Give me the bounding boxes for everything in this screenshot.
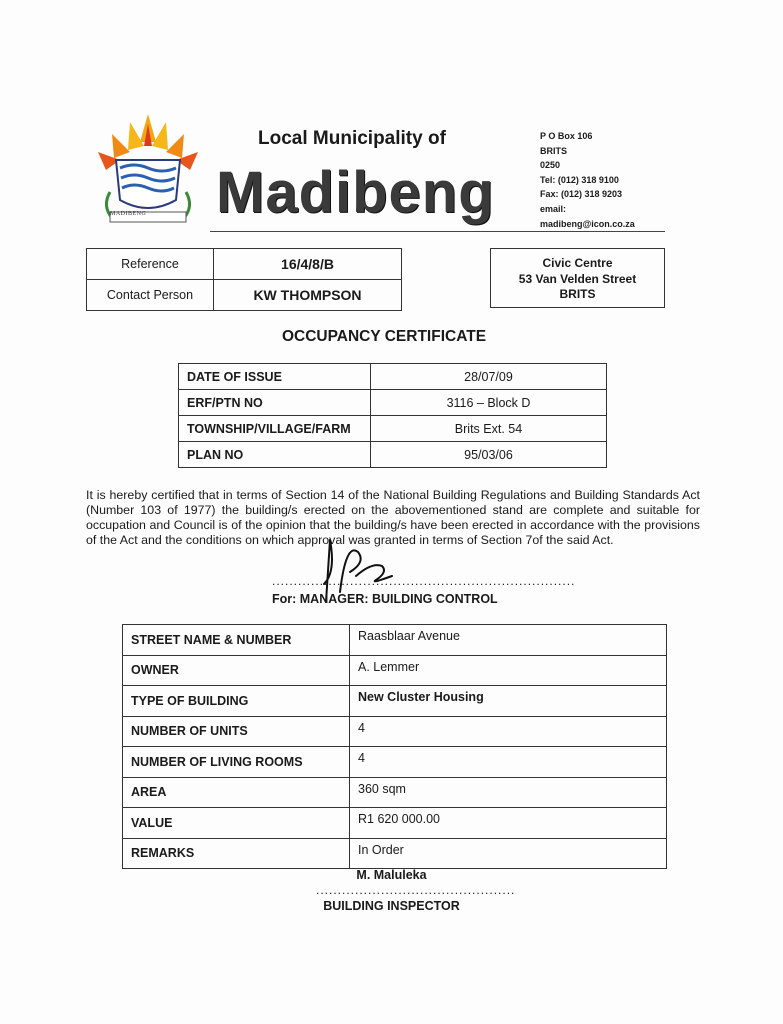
logo-motto: MADIBENG [110, 211, 147, 217]
value-label: VALUE [123, 808, 350, 839]
reference-table [86, 248, 402, 311]
civic-line: BRITS [559, 287, 596, 301]
value-amount: R1 620 000.00 [350, 808, 667, 839]
contact-address-block [540, 129, 635, 231]
contact-person-value: KW THOMPSON [214, 280, 402, 311]
civic-line: Civic Centre [542, 256, 613, 270]
inspector-title: BUILDING INSPECTOR [323, 899, 460, 913]
area-label: AREA [123, 777, 350, 808]
building-type-label: TYPE OF BUILDING [123, 686, 350, 717]
units-label: NUMBER OF UNITS [123, 716, 350, 747]
table-row [179, 364, 607, 390]
living-rooms-label: NUMBER OF LIVING ROOMS [123, 747, 350, 778]
reference-label: Reference [87, 249, 214, 280]
address-line: 0250 [540, 160, 561, 171]
issue-details-table [178, 363, 607, 468]
building-type-value: New Cluster Housing [350, 686, 667, 717]
address-line: email: [540, 203, 567, 214]
madibeng-coat-of-arms-logo [90, 112, 205, 230]
owner-label: OWNER [123, 655, 350, 686]
table-row [123, 625, 667, 656]
address-line: BRITS [540, 145, 567, 156]
table-row [123, 716, 667, 747]
table-row [179, 390, 607, 416]
living-rooms-value: 4 [350, 747, 667, 778]
building-details-table [122, 624, 667, 869]
address-line: P O Box 106 [540, 131, 593, 141]
address-line: Fax: (012) 318 9203 [540, 189, 623, 200]
inspector-signature-line: .............................................. [316, 883, 516, 897]
address-line: Tel: (012) 318 9100 [540, 174, 619, 185]
erf-ptn-value: 3116 – Block D [371, 390, 607, 416]
contact-person-label: Contact Person [87, 280, 214, 311]
civic-line: 53 Van Velden Street [518, 271, 637, 286]
table-row [123, 838, 667, 869]
municipality-name: Madibeng [216, 160, 495, 225]
table-row [87, 280, 402, 311]
certification-paragraph: It is hereby certified that in terms of Section 14 of the National Building Regulations and Building Standards Act (Number 103 of 1977) the building/s erected on the abovementioned stand are complete and suitable for occupation and Council is of the opinion that the building/s have been erected in accordance with the provisions of the Act and the conditions on which approval was granted in terms of Section 7of the said Act. [86, 488, 700, 547]
date-of-issue-label: DATE OF ISSUE [179, 364, 371, 390]
owner-value: A. Lemmer [350, 655, 667, 686]
table-row [179, 416, 607, 442]
street-label: STREET NAME & NUMBER [123, 625, 350, 656]
address-line: madibeng@icon.co.za [540, 218, 635, 229]
township-label: TOWNSHIP/VILLAGE/FARM [179, 416, 371, 442]
reference-value: 16/4/8/B [214, 249, 402, 280]
table-row [123, 777, 667, 808]
table-row [87, 249, 402, 280]
remarks-label: REMARKS [123, 838, 350, 869]
inspector-name: M. Maluleka [356, 868, 427, 882]
area-value: 360 sqm [350, 777, 667, 808]
table-row [179, 442, 607, 468]
plan-no-label: PLAN NO [179, 442, 371, 468]
table-row [123, 686, 667, 717]
municipality-heading: Local Municipality of [258, 128, 446, 149]
street-value: Raasblaar Avenue [350, 625, 667, 656]
table-row [123, 808, 667, 839]
township-value: Brits Ext. 54 [371, 416, 607, 442]
certificate-title: OCCUPANCY CERTIFICATE [281, 328, 487, 345]
civic-centre-box [490, 248, 665, 308]
table-row [123, 747, 667, 778]
plan-no-value: 95/03/06 [371, 442, 607, 468]
units-value: 4 [350, 716, 667, 747]
signature-line: ...................................................................... [272, 574, 576, 588]
signature-title: For: MANAGER: BUILDING CONTROL [272, 592, 498, 606]
date-of-issue-value: 28/07/09 [371, 364, 607, 390]
erf-ptn-label: ERF/PTN NO [179, 390, 371, 416]
remarks-value: In Order [350, 838, 667, 869]
table-row [123, 655, 667, 686]
